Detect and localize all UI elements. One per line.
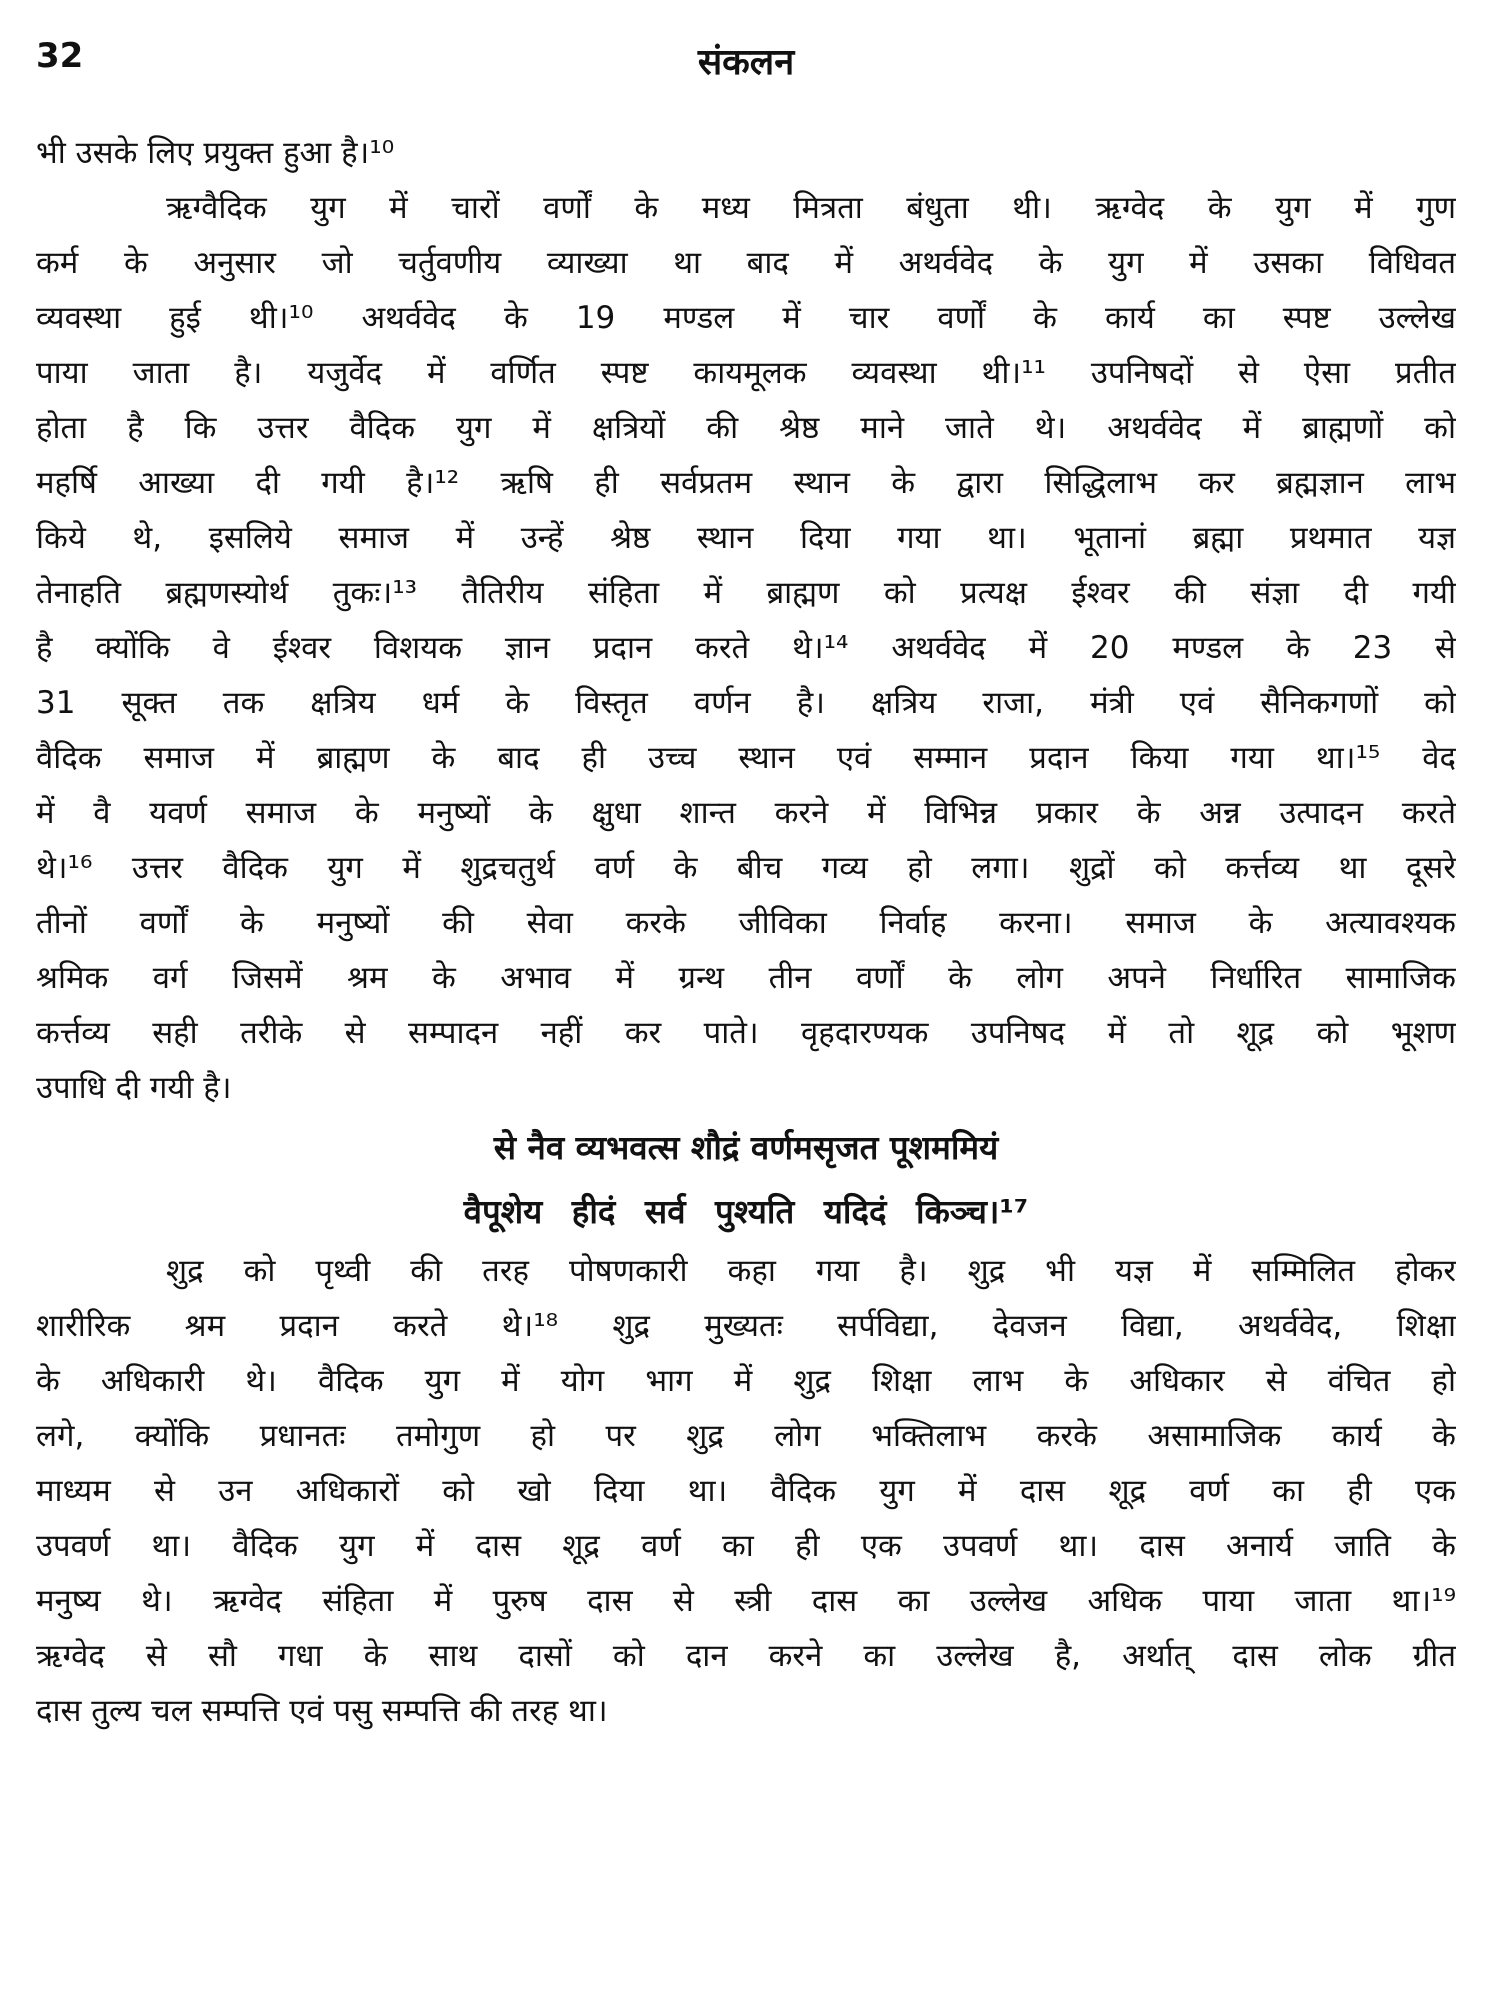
- text-line: होता है कि उत्तर वैदिक युग में क्षत्रियों की श्रेष्ठ माने जाते थे। अथर्ववेद में ब्राह्मणों को: [36, 410, 1456, 446]
- text-line: मनुष्य थे। ऋग्वेद संहिता में पुरुष दास से स्त्री दास का उल्लेख अधिक पाया जाता था।¹⁹: [36, 1583, 1456, 1619]
- text-line: लगे, क्योंकि प्रधानतः तमोगुण हो पर शुद्र लोग भक्तिलाभ करके असामाजिक कार्य के: [36, 1418, 1456, 1454]
- text-line: उपाधि दी गयी है।: [36, 1070, 232, 1106]
- text-line: 31 सूक्त तक क्षत्रिय धर्म के विस्तृत वर्णन है। क्षत्रिय राजा, मंत्री एवं सैनिकगणों को: [36, 685, 1456, 721]
- text-line: थे।¹⁶ उत्तर वैदिक युग में शुद्रचतुर्थ वर्ण के बीच गव्य हो लगा। शुद्रों को कर्त्तव्य था दूसरे: [36, 850, 1456, 886]
- page-header: [36, 36, 1456, 96]
- verse-line: वैपूशेय हीदं सर्व पुश्यति यदिदं किञ्च।¹⁷: [463, 1192, 1029, 1231]
- text-line: किये थे, इसलिये समाज में उन्हें श्रेष्ठ स्थान दिया गया था। भूतानां ब्रह्मा प्रथमात यज्ञ: [36, 520, 1456, 556]
- text-line: श्रमिक वर्ग जिसमें श्रम के अभाव में ग्रन्थ तीन वर्णों के लोग अपने निर्धारित सामाजिक: [36, 960, 1456, 996]
- text-line: व्यवस्था हुई थी।¹⁰ अथर्ववेद के 19 मण्डल में चार वर्णों के कार्य का स्पष्ट उल्लेख: [36, 300, 1456, 336]
- text-line: में वै यवर्ण समाज के मनुष्यों के क्षुधा शान्त करने में विभिन्न प्रकार के अन्न उत्पादन करते: [36, 795, 1456, 831]
- text-line: तीनों वर्णों के मनुष्यों की सेवा करके जीविका निर्वाह करना। समाज के अत्यावश्यक: [36, 905, 1456, 941]
- page-number: 32: [36, 36, 84, 76]
- text-line: कर्त्तव्य सही तरीके से सम्पादन नहीं कर पाते। वृहदारण्यक उपनिषद में तो शूद्र को भूशण: [36, 1015, 1456, 1051]
- text-line: ऋग्वैदिक युग में चारों वर्णों के मध्य मित्रता बंधुता थी। ऋग्वेद के युग में गुण: [166, 190, 1456, 226]
- text-line: है क्योंकि वे ईश्वर विशयक ज्ञान प्रदान करते थे।¹⁴ अथर्ववेद में 20 मण्डल के 23 से: [36, 630, 1456, 666]
- text-line: दास तुल्य चल सम्पत्ति एवं पसु सम्पत्ति की तरह था।: [36, 1693, 608, 1729]
- text-line: तेनाहति ब्रह्मणस्योर्थ तुकः।¹³ तैतिरीय संहिता में ब्राह्मण को प्रत्यक्ष ईश्वर की संज्ञा दी गयी: [36, 575, 1456, 611]
- text-line: भी उसके लिए प्रयुक्त हुआ है।¹⁰: [36, 135, 395, 171]
- text-line: ऋग्वेद से सौ गधा के साथ दासों को दान करने का उल्लेख है, अर्थात् दास लोक ग्रीत: [36, 1638, 1456, 1674]
- verse-line: से नैव व्यभवत्स शौद्रं वर्णमसृजत पूशममियं: [493, 1128, 999, 1167]
- text-line: वैदिक समाज में ब्राह्मण के बाद ही उच्च स्थान एवं सम्मान प्रदान किया गया था।¹⁵ वेद: [36, 740, 1456, 776]
- text-line: कर्म के अनुसार जो चर्तुवणीय व्याख्या था बाद में अथर्ववेद के युग में उसका विधिवत: [36, 245, 1456, 281]
- body-text: [36, 126, 1456, 1739]
- text-line: उपवर्ण था। वैदिक युग में दास शूद्र वर्ण का ही एक उपवर्ण था। दास अनार्य जाति के: [36, 1528, 1456, 1564]
- text-line: शारीरिक श्रम प्रदान करते थे।¹⁸ शुद्र मुख्यतः सर्पविद्या, देवजन विद्या, अथर्ववेद, शिक्षा: [36, 1308, 1456, 1344]
- text-line: के अधिकारी थे। वैदिक युग में योग भाग में शुद्र शिक्षा लाभ के अधिकार से वंचित हो: [36, 1363, 1456, 1399]
- text-line: माध्यम से उन अधिकारों को खो दिया था। वैदिक युग में दास शूद्र वर्ण का ही एक: [36, 1473, 1456, 1509]
- text-line: शुद्र को पृथ्वी की तरह पोषणकारी कहा गया है। शुद्र भी यज्ञ में सम्मिलित होकर: [166, 1253, 1456, 1289]
- text-line: महर्षि आख्या दी गयी है।¹² ऋषि ही सर्वप्रतम स्थान के द्वारा सिद्धिलाभ कर ब्रह्मज्ञान लाभ: [36, 465, 1456, 501]
- text-line: पाया जाता है। यजुर्वेद में वर्णित स्पष्ट कायमूलक व्यवस्था थी।¹¹ उपनिषदों से ऐसा प्रतीत: [36, 355, 1456, 391]
- running-title: संकलन: [697, 42, 795, 83]
